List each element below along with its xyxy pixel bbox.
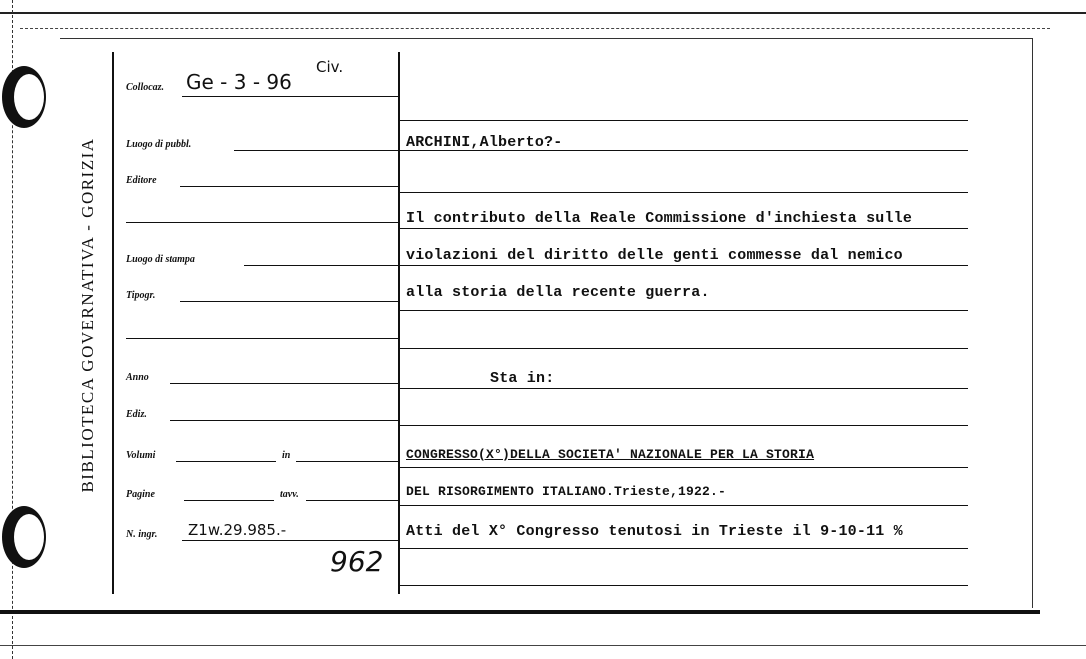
punch-hole-bottom xyxy=(2,506,46,568)
luogo-pubbl-label: Luogo di pubbl. xyxy=(126,139,192,150)
institution-vertical-title: BIBLIOTECA GOVERNATIVA - GORIZIA xyxy=(78,137,97,493)
n-ingr-label: N. ingr. xyxy=(126,529,158,540)
right-line-3 xyxy=(400,228,968,229)
top-border-line-2 xyxy=(20,28,1050,29)
editore-line xyxy=(180,186,398,187)
tipogr-label: Tipogr. xyxy=(126,290,156,301)
right-line-0 xyxy=(400,120,968,121)
title-line-1: Il contributo della Reale Commissione d'inchiesta sulle xyxy=(406,210,913,227)
shelfmark-value: Ge - 3 - 96 xyxy=(186,70,292,94)
right-line-12 xyxy=(400,585,968,586)
right-line-7 xyxy=(400,388,968,389)
right-line-6 xyxy=(400,348,968,349)
card-bottom-edge xyxy=(0,610,1040,614)
imprint-note: Sta in: xyxy=(490,370,555,387)
ediz-label: Ediz. xyxy=(126,409,147,420)
right-line-4 xyxy=(400,265,968,266)
blank-line-1 xyxy=(126,222,398,223)
in-label: in xyxy=(282,450,291,461)
luogo-stampa-label: Luogo di stampa xyxy=(126,254,195,265)
luogo-stampa-line xyxy=(244,265,398,266)
blank-line-2 xyxy=(126,338,398,339)
anno-line xyxy=(170,383,398,384)
series-line-3: Atti del X° Congresso tenutosi in Trieste il 9-10-11 % xyxy=(406,523,903,540)
handwritten-number: 962 xyxy=(330,545,384,578)
shelfmark-label: Collocaz. xyxy=(126,82,165,93)
card-top-edge xyxy=(60,38,1032,39)
right-line-5 xyxy=(400,310,968,311)
title-line-3: alla storia della recente guerra. xyxy=(406,284,710,301)
anno-label: Anno xyxy=(126,372,149,383)
card-right-edge xyxy=(1032,38,1033,608)
right-line-10 xyxy=(400,505,968,506)
right-line-8 xyxy=(400,425,968,426)
right-line-11 xyxy=(400,548,968,549)
editore-label: Editore xyxy=(126,175,157,186)
top-border-line xyxy=(0,12,1086,14)
shelfmark-note: Civ. xyxy=(316,58,344,76)
pagine-line xyxy=(184,500,274,501)
volumi-label: Volumi xyxy=(126,450,156,461)
author-heading: ARCHINI,Alberto?- xyxy=(406,134,563,151)
center-column-line xyxy=(398,52,400,594)
inventory-number: Z1w.29.985.- xyxy=(188,521,287,539)
series-line-1: CONGRESSO(X°)DELLA SOCIETA' NAZIONALE PER LA STORIA xyxy=(406,447,815,462)
left-column-line xyxy=(112,52,114,594)
volumi-line xyxy=(176,461,276,462)
tavv-line xyxy=(306,500,398,501)
tavv-label: tavv. xyxy=(280,489,299,500)
page-bottom-edge xyxy=(0,645,1086,646)
luogo-pubbl-line xyxy=(234,150,398,151)
punch-hole-top xyxy=(2,66,46,128)
right-line-1 xyxy=(400,150,968,151)
title-line-2: violazioni del diritto delle genti commesse dal nemico xyxy=(406,247,903,264)
in-line xyxy=(296,461,398,462)
shelfmark-underline xyxy=(182,96,400,97)
right-line-9 xyxy=(400,467,968,468)
right-line-2 xyxy=(400,192,968,193)
tipogr-line xyxy=(180,301,398,302)
series-line-2: DEL RISORGIMENTO ITALIANO.Trieste,1922.- xyxy=(406,484,727,499)
n-ingr-line xyxy=(182,540,398,541)
ediz-line xyxy=(170,420,398,421)
pagine-label: Pagine xyxy=(126,489,155,500)
